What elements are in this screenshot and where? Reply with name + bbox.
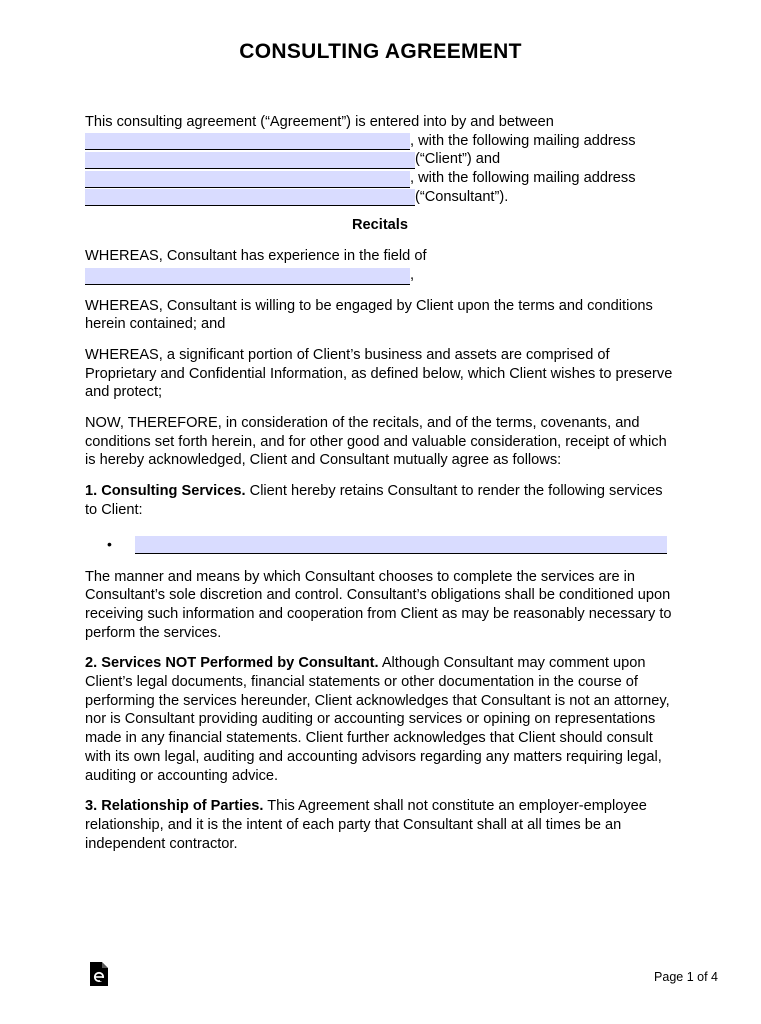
recitals-heading: Recitals: [352, 217, 408, 234]
section-1-text: Client hereby retains Consultant to render the following services to Client:: [85, 483, 663, 518]
eforms-logo-icon: [90, 962, 108, 986]
intro-line-5: [85, 188, 675, 207]
page-number: Page 1 of 4: [654, 970, 718, 984]
intro-block: [85, 113, 675, 206]
section-1: [85, 482, 675, 519]
services-bullet-row: [85, 534, 675, 554]
document-title: CONSULTING AGREEMENT: [239, 40, 522, 63]
whereas-1-text: WHEREAS, Consultant has experience in the field of: [85, 248, 427, 265]
consultant-name-field[interactable]: [85, 171, 410, 188]
intro-line-5-text: (“Consultant”).: [415, 188, 509, 205]
client-name-field[interactable]: [85, 133, 410, 150]
document-body: [85, 113, 675, 853]
section-1-heading: 1. Consulting Services.: [85, 483, 246, 500]
intro-line-4-text: , with the following mailing address: [410, 170, 636, 187]
section-2: [85, 654, 675, 785]
section-2-text: Although Consultant may comment upon Client’s legal documents, financial statements or other documentation in the course of performing the services hereunder, Client acknowledges that Consultant is not an attorney, nor is Consultant providing auditing or accounting services or opining on representations made in any financial statements. Client further acknowledges that Client should consult with its own legal, auditing and accounting advisors regarding any matters requiring legal, auditing or accounting advice.: [85, 655, 670, 784]
client-address-field[interactable]: [85, 152, 415, 169]
section-1-manner: The manner and means by which Consultant chooses to complete the services are in Consultant’s sole discretion and control. Consultant’s obligations shall be conditioned upon receiving such information and cooperation from Client as may be reasonably necessary to perform the services.: [85, 568, 672, 641]
section-2-heading: 2. Services NOT Performed by Consultant.: [85, 655, 379, 672]
intro-line-2: [85, 132, 675, 151]
intro-line-3: [85, 150, 675, 169]
section-3-text: This Agreement shall not constitute an employer-employee relationship, and it is the intent of each party that Consultant shall at all times be an independent contractor.: [85, 798, 647, 852]
whereas-1: [85, 247, 675, 284]
whereas-1-field-line: [85, 266, 675, 285]
intro-line-1: This consulting agreement (“Agreement”) is entered into by and between: [85, 113, 554, 130]
field-of-experience-field[interactable]: [85, 268, 410, 285]
services-field[interactable]: [135, 536, 667, 554]
bullet-icon: •: [107, 535, 112, 552]
intro-line-3-text: (“Client”) and: [415, 151, 501, 168]
whereas-3: WHEREAS, a significant portion of Client’s business and assets are comprised of Proprietary and Confidential Information, as defined below, which Client wishes to preserve and protect;: [85, 346, 673, 401]
section-3: [85, 797, 675, 853]
whereas-2: WHEREAS, Consultant is willing to be engaged by Client upon the terms and conditions herein contained; and: [85, 297, 653, 333]
now-therefore: NOW, THEREFORE, in consideration of the recitals, and of the terms, covenants, and conditions set forth herein, and for other good and valuable consideration, receipt of which is hereby acknowledged, Client and Consultant mutually agree as follows:: [85, 415, 667, 469]
intro-line-2-text: , with the following mailing address: [410, 132, 636, 149]
section-3-heading: 3. Relationship of Parties.: [85, 798, 264, 815]
whereas-1-suffix: ,: [410, 266, 415, 283]
intro-line-4: [85, 169, 675, 188]
consultant-address-field[interactable]: [85, 189, 415, 206]
